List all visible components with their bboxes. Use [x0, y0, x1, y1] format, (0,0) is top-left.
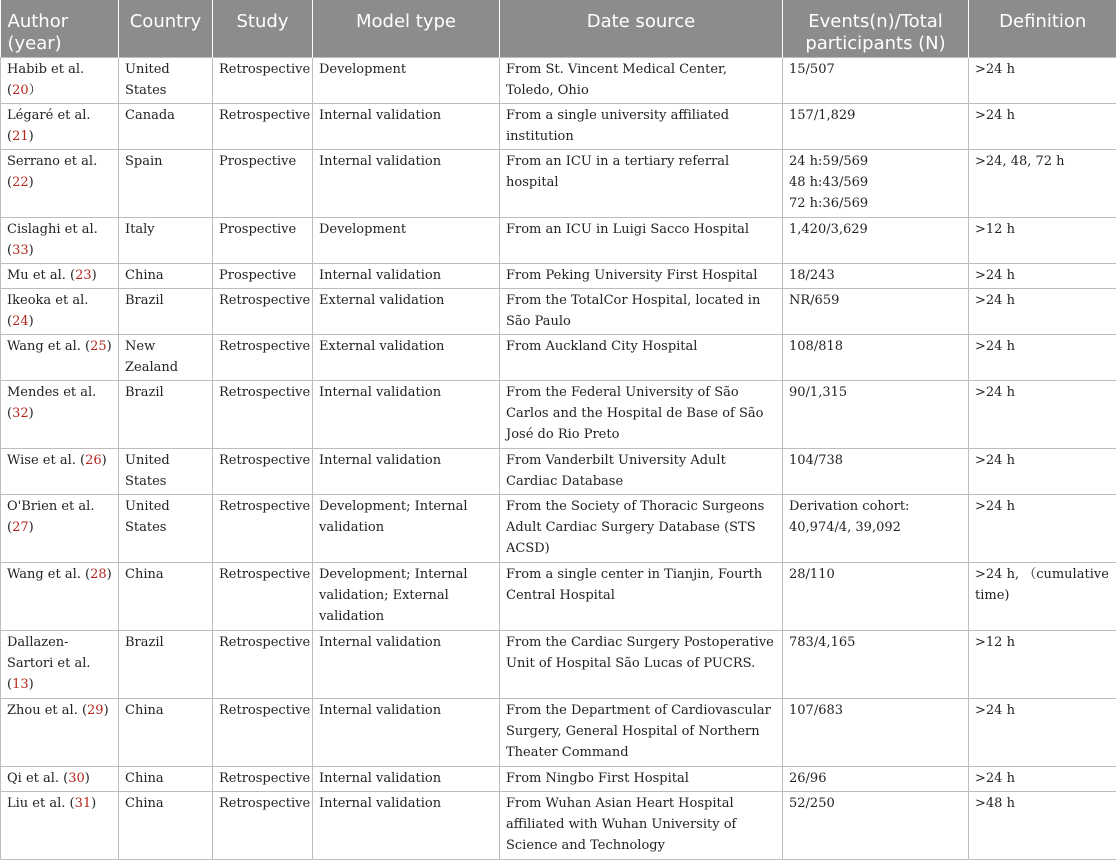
- reference-link[interactable]: 27: [12, 520, 29, 535]
- events-cell: [783, 699, 969, 767]
- reference-link[interactable]: 28: [90, 567, 107, 582]
- events-line: 15/507: [789, 62, 835, 77]
- reference-link[interactable]: 29: [87, 703, 104, 718]
- events-line: 26/96: [789, 771, 827, 786]
- date-source-cell: From the Society of Thoracic Surgeons Adult Cardiac Surgery Database (STS ACSD): [500, 495, 783, 563]
- model-type-cell: External validation: [313, 335, 500, 381]
- table-row: [1, 449, 1116, 495]
- country-cell: Italy: [119, 218, 213, 264]
- model-type-cell: Internal validation: [313, 104, 500, 150]
- study-cell: Prospective: [213, 150, 313, 218]
- table-row: [1, 495, 1116, 563]
- header-author: Author (year): [1, 0, 119, 58]
- country-cell: Spain: [119, 150, 213, 218]
- definition-cell: >24 h: [969, 264, 1116, 289]
- country-cell: New Zealand: [119, 335, 213, 381]
- header-date-source: Date source: [500, 0, 783, 58]
- events-cell: [783, 104, 969, 150]
- reference-link[interactable]: 22: [12, 175, 29, 190]
- author-cell: Liu et al. (31): [1, 792, 119, 860]
- model-type-cell: Development; Internal validation: [313, 495, 500, 563]
- definition-cell: >24 h: [969, 767, 1116, 792]
- header-country: Country: [119, 0, 213, 58]
- author-cell: Légaré et al. (21): [1, 104, 119, 150]
- table-row: [1, 381, 1116, 449]
- study-cell: Prospective: [213, 218, 313, 264]
- table-row: [1, 58, 1116, 104]
- events-line: 783/4,165: [789, 635, 856, 650]
- header-study: Study: [213, 0, 313, 58]
- date-source-cell: From St. Vincent Medical Center, Toledo, Ohio: [500, 58, 783, 104]
- author-cell: Wang et al. (25): [1, 335, 119, 381]
- definition-cell: >24 h: [969, 381, 1116, 449]
- date-source-cell: From an ICU in Luigi Sacco Hospital: [500, 218, 783, 264]
- definition-cell: >24 h: [969, 289, 1116, 335]
- events-line: 107/683: [789, 703, 844, 718]
- table-row: [1, 699, 1116, 767]
- study-cell: Retrospective: [213, 699, 313, 767]
- model-type-cell: Internal validation: [313, 381, 500, 449]
- reference-link[interactable]: 25: [90, 339, 107, 354]
- table-body: [1, 58, 1116, 860]
- table-row: [1, 264, 1116, 289]
- model-type-cell: Internal validation: [313, 767, 500, 792]
- table-row: [1, 792, 1116, 860]
- country-cell: China: [119, 563, 213, 631]
- country-cell: China: [119, 264, 213, 289]
- author-cell: Wang et al. (28): [1, 563, 119, 631]
- study-cell: Retrospective: [213, 631, 313, 699]
- author-cell: Mendes et al. (32): [1, 381, 119, 449]
- reference-link[interactable]: 31: [74, 796, 92, 811]
- definition-cell: >12 h: [969, 631, 1116, 699]
- study-cell: Retrospective: [213, 495, 313, 563]
- date-source-cell: From the TotalCor Hospital, located in São Paulo: [500, 289, 783, 335]
- definition-cell: >24 h: [969, 104, 1116, 150]
- events-line: 48 h:43/569: [789, 175, 869, 190]
- events-line: Derivation cohort: 40,974/4, 39,092: [789, 499, 910, 535]
- author-cell: Qi et al. (30): [1, 767, 119, 792]
- reference-link[interactable]: 24: [12, 314, 29, 329]
- table-row: [1, 150, 1116, 218]
- study-cell: Retrospective: [213, 792, 313, 860]
- events-line: 157/1,829: [789, 108, 856, 123]
- date-source-cell: From Peking University First Hospital: [500, 264, 783, 289]
- date-source-cell: From a single university affiliated institution: [500, 104, 783, 150]
- events-cell: [783, 767, 969, 792]
- author-cell: Mu et al. (23): [1, 264, 119, 289]
- definition-cell: >24 h: [969, 495, 1116, 563]
- author-cell: Dallazen-Sartori et al. (13): [1, 631, 119, 699]
- study-cell: Retrospective: [213, 381, 313, 449]
- study-cell: Retrospective: [213, 289, 313, 335]
- model-type-cell: Development: [313, 218, 500, 264]
- header-events: Events(n)/Total participants (N): [783, 0, 969, 58]
- events-cell: [783, 58, 969, 104]
- events-cell: [783, 150, 969, 218]
- author-cell: Cislaghi et al. (33): [1, 218, 119, 264]
- country-cell: Brazil: [119, 631, 213, 699]
- events-line: 72 h:36/569: [789, 196, 869, 211]
- country-cell: United States: [119, 449, 213, 495]
- table-row: [1, 631, 1116, 699]
- author-cell: Ikeoka et al. (24): [1, 289, 119, 335]
- date-source-cell: From Vanderbilt University Adult Cardiac Database: [500, 449, 783, 495]
- events-line: 24 h:59/569: [789, 154, 869, 169]
- table-row: [1, 563, 1116, 631]
- reference-link[interactable]: 23: [75, 268, 92, 283]
- table-row: [1, 335, 1116, 381]
- author-cell: Serrano et al. (22): [1, 150, 119, 218]
- model-type-cell: Internal validation: [313, 449, 500, 495]
- events-line: 90/1,315: [789, 385, 848, 400]
- header-definition: Definition: [969, 0, 1116, 58]
- events-line: 1,420/3,629: [789, 222, 868, 237]
- table-row: [1, 767, 1116, 792]
- country-cell: China: [119, 792, 213, 860]
- model-type-cell: Development: [313, 58, 500, 104]
- date-source-cell: From the Department of Cardiovascular Surgery, General Hospital of Northern Theater Command: [500, 699, 783, 767]
- events-cell: [783, 495, 969, 563]
- author-cell: Habib et al. (20）: [1, 58, 119, 104]
- reference-link[interactable]: 26: [85, 453, 102, 468]
- definition-cell: >24 h: [969, 58, 1116, 104]
- date-source-cell: From the Cardiac Surgery Postoperative Unit of Hospital São Lucas of PUCRS.: [500, 631, 783, 699]
- date-source-cell: From Wuhan Asian Heart Hospital affiliated with Wuhan University of Science and Technology: [500, 792, 783, 860]
- reference-link[interactable]: 33: [12, 243, 29, 258]
- author-cell: O'Brien et al. (27): [1, 495, 119, 563]
- events-line: NR/659: [789, 293, 840, 308]
- date-source-cell: From Ningbo First Hospital: [500, 767, 783, 792]
- events-cell: [783, 289, 969, 335]
- study-cell: Retrospective: [213, 563, 313, 631]
- date-source-cell: From the Federal University of São Carlos and the Hospital de Base of São José do Rio Preto: [500, 381, 783, 449]
- definition-cell: >24, 48, 72 h: [969, 150, 1116, 218]
- country-cell: China: [119, 699, 213, 767]
- model-type-cell: Development; Internal validation; External validation: [313, 563, 500, 631]
- events-cell: [783, 449, 969, 495]
- country-cell: Brazil: [119, 289, 213, 335]
- definition-cell: >24 h: [969, 699, 1116, 767]
- definition-cell: >24 h: [969, 449, 1116, 495]
- table-row: [1, 218, 1116, 264]
- model-type-cell: Internal validation: [313, 264, 500, 289]
- events-cell: [783, 264, 969, 289]
- events-line: 108/818: [789, 339, 844, 354]
- reference-link[interactable]: 30: [68, 771, 85, 786]
- definition-cell: >24 h, （cumulative time): [969, 563, 1116, 631]
- events-line: 18/243: [789, 268, 835, 283]
- definition-cell: >24 h: [969, 335, 1116, 381]
- reference-link[interactable]: 20: [12, 83, 29, 98]
- reference-link[interactable]: 32: [12, 406, 29, 421]
- country-cell: Brazil: [119, 381, 213, 449]
- definition-cell: >48 h: [969, 792, 1116, 860]
- events-cell: [783, 218, 969, 264]
- author-cell: Zhou et al. (29): [1, 699, 119, 767]
- reference-link[interactable]: 13: [12, 677, 29, 692]
- date-source-cell: From Auckland City Hospital: [500, 335, 783, 381]
- table-row: [1, 104, 1116, 150]
- date-source-cell: From a single center in Tianjin, Fourth Central Hospital: [500, 563, 783, 631]
- definition-cell: >12 h: [969, 218, 1116, 264]
- model-type-cell: Internal validation: [313, 631, 500, 699]
- events-cell: [783, 563, 969, 631]
- country-cell: United States: [119, 495, 213, 563]
- author-cell: Wise et al. (26): [1, 449, 119, 495]
- country-cell: United States: [119, 58, 213, 104]
- date-source-cell: From an ICU in a tertiary referral hospital: [500, 150, 783, 218]
- reference-link[interactable]: 21: [12, 129, 29, 144]
- study-cell: Retrospective: [213, 449, 313, 495]
- study-cell: Retrospective: [213, 104, 313, 150]
- events-cell: [783, 631, 969, 699]
- model-type-cell: Internal validation: [313, 150, 500, 218]
- study-cell: Retrospective: [213, 335, 313, 381]
- header-model-type: Model type: [313, 0, 500, 58]
- events-line: 28/110: [789, 567, 835, 582]
- events-cell: [783, 335, 969, 381]
- study-cell: Retrospective: [213, 767, 313, 792]
- events-cell: [783, 792, 969, 860]
- header-row: [1, 0, 1116, 58]
- events-line: 104/738: [789, 453, 844, 468]
- model-type-cell: Internal validation: [313, 792, 500, 860]
- table-row: [1, 289, 1116, 335]
- model-type-cell: Internal validation: [313, 699, 500, 767]
- events-cell: [783, 381, 969, 449]
- model-type-cell: External validation: [313, 289, 500, 335]
- country-cell: China: [119, 767, 213, 792]
- events-line: 52/250: [789, 796, 835, 811]
- country-cell: Canada: [119, 104, 213, 150]
- study-cell: Prospective: [213, 264, 313, 289]
- study-cell: Retrospective: [213, 58, 313, 104]
